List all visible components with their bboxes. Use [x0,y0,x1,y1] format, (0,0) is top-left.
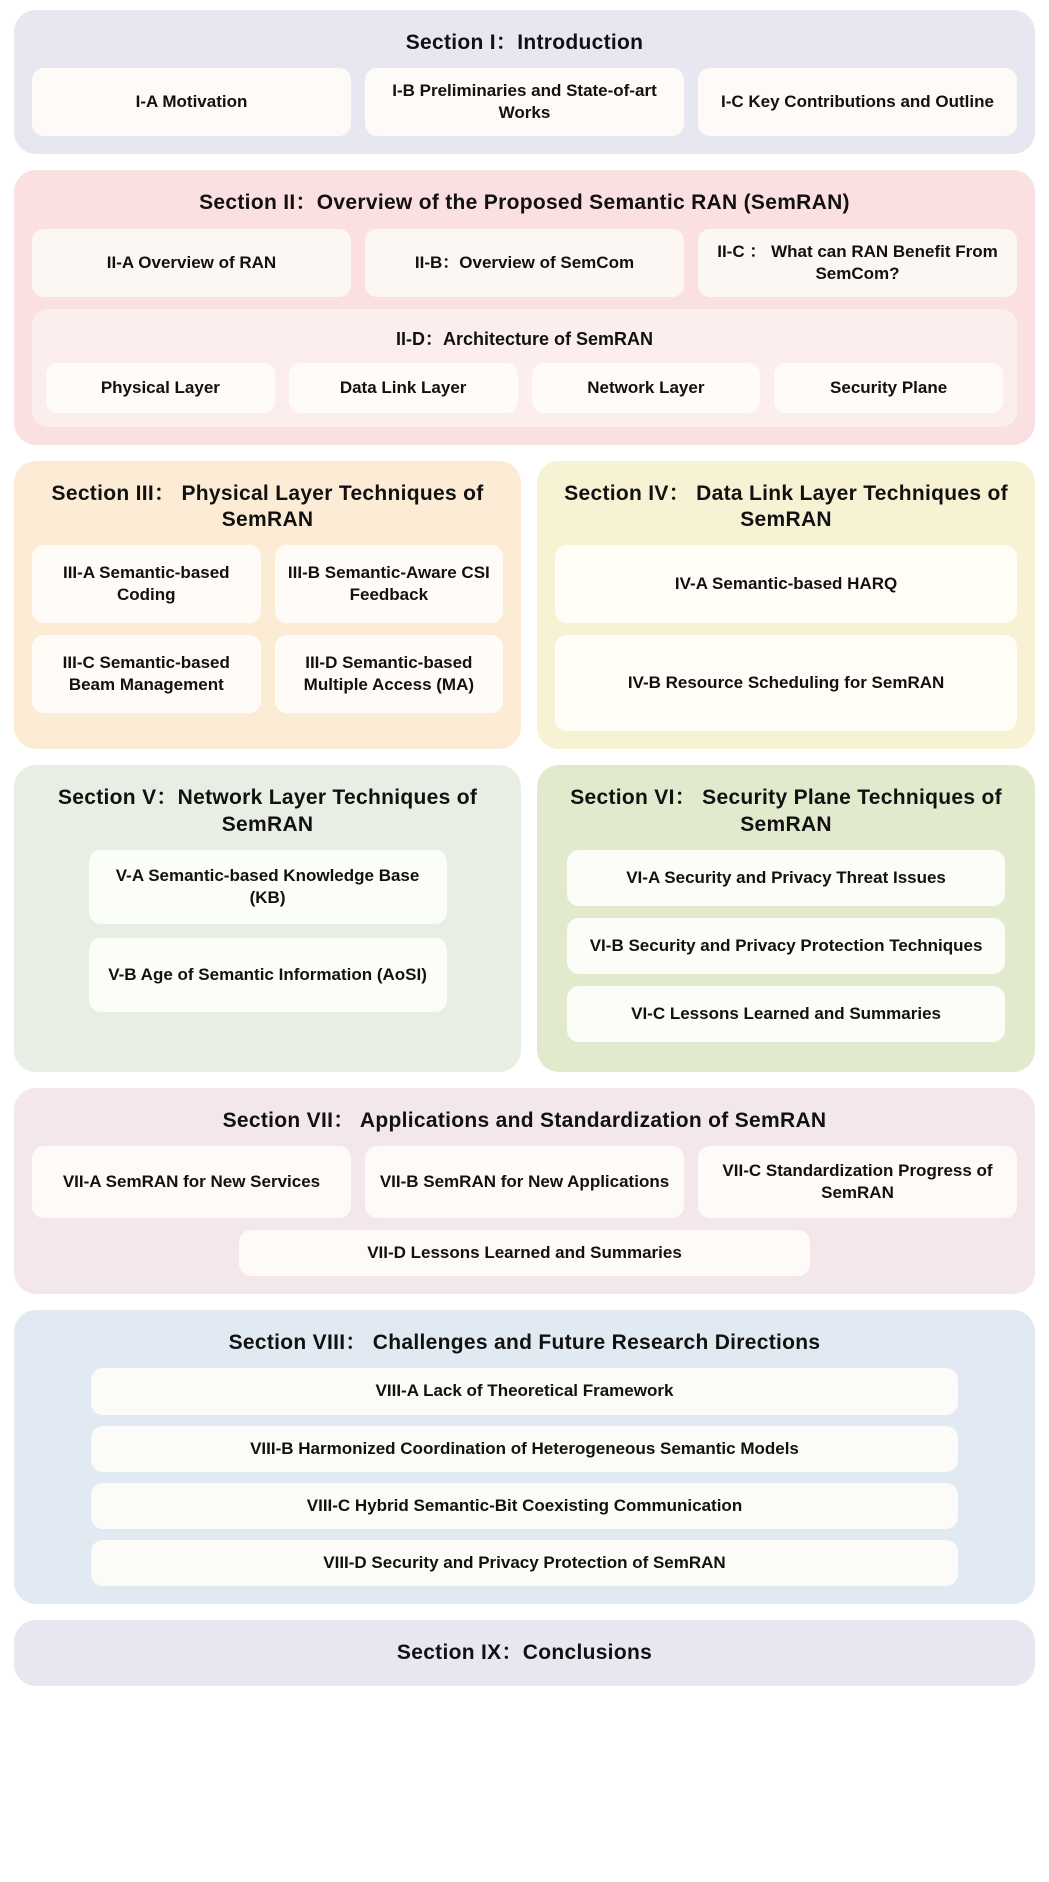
node-v-a[interactable]: V-A Semantic-based Knowledge Base (KB) [89,850,447,924]
row-section-3-4 [14,461,1035,750]
node-physical-layer[interactable]: Physical Layer [46,363,275,413]
node-i-c[interactable]: I-C Key Contributions and Outline [698,68,1017,136]
node-iii-b[interactable]: III-B Semantic-Aware CSI Feedback [275,545,504,623]
row-section-5-6 [14,765,1035,1072]
section-physical-layer-techniques [14,461,521,750]
node-iii-a[interactable]: III-A Semantic-based Coding [32,545,261,623]
section-1-items [32,68,1017,136]
node-vii-a[interactable]: VII-A SemRAN for New Services [32,1146,351,1218]
section-5-title: Section V：Network Layer Techniques of SemRAN [57,786,478,836]
node-i-a[interactable]: I-A Motivation [32,68,351,136]
section-1-title: Section I：Introduction [405,31,644,54]
section-3-row-2 [32,635,503,713]
node-viii-a[interactable]: VIII-A Lack of Theoretical Framework [91,1368,958,1414]
node-ii-d-title: II-D：Architecture of SemRAN [395,328,654,349]
node-ii-c[interactable]: II-C ： What can RAN Benefit From SemCom? [698,229,1017,297]
section-9-title: Section IX：Conclusions [396,1640,653,1664]
section-6-title: Section VI： Security Plane Techniques of SemRAN [570,786,1002,836]
section-7-items [32,1146,1017,1218]
section-3-row-1 [32,545,503,623]
section-4-title: Section IV： Data Link Layer Techniques of SemRAN [564,481,1008,532]
section-8-title: Section VIII： Challenges and Future Research Directions [228,1331,821,1355]
node-iv-b[interactable]: IV-B Resource Scheduling for SemRAN [555,635,1017,731]
section-introduction [14,10,1035,154]
section-7-title: Section VII： Applications and Standardization of SemRAN [222,1108,827,1132]
node-viii-b[interactable]: VIII-B Harmonized Coordination of Heterogeneous Semantic Models [91,1426,958,1472]
section-security-plane-techniques [537,765,1035,1072]
node-vi-c[interactable]: VI-C Lessons Learned and Summaries [567,986,1006,1042]
section-conclusions [14,1620,1035,1686]
section-3-title: Section III： Physical Layer Techniques of SemRAN [51,481,484,532]
node-vii-b[interactable]: VII-B SemRAN for New Applications [365,1146,684,1218]
node-vi-a[interactable]: VI-A Security and Privacy Threat Issues [567,850,1006,906]
section-challenges-future [14,1310,1035,1604]
section-applications-standardization [14,1088,1035,1294]
node-vi-b[interactable]: VI-B Security and Privacy Protection Techniques [567,918,1006,974]
node-iv-a[interactable]: IV-A Semantic-based HARQ [555,545,1017,623]
node-viii-d[interactable]: VIII-D Security and Privacy Protection of SemRAN [91,1540,958,1586]
node-v-b[interactable]: V-B Age of Semantic Information (AoSI) [89,938,447,1012]
section-data-link-layer-techniques [537,461,1035,750]
section-2-subpanel-architecture [32,309,1017,427]
node-vii-c[interactable]: VII-C Standardization Progress of SemRAN [698,1146,1017,1218]
section-2-title: Section II：Overview of the Proposed Semantic RAN (SemRAN) [199,191,850,215]
section-4-row-1 [555,545,1017,623]
section-network-layer-techniques [14,765,521,1072]
section-overview-semran [14,170,1035,444]
node-network-layer[interactable]: Network Layer [532,363,761,413]
section-4-row-2 [555,635,1017,731]
section-2-sub-items [46,363,1003,413]
node-viii-c[interactable]: VIII-C Hybrid Semantic-Bit Coexisting Communication [91,1483,958,1529]
node-i-b[interactable]: I-B Preliminaries and State-of-art Works [365,68,684,136]
section-2-items [32,229,1017,297]
node-security-plane[interactable]: Security Plane [774,363,1003,413]
node-data-link-layer[interactable]: Data Link Layer [289,363,518,413]
node-ii-a[interactable]: II-A Overview of RAN [32,229,351,297]
node-iii-c[interactable]: III-C Semantic-based Beam Management [32,635,261,713]
node-iii-d[interactable]: III-D Semantic-based Multiple Access (MA) [275,635,504,713]
node-vii-d[interactable]: VII-D Lessons Learned and Summaries [239,1230,810,1276]
node-ii-b[interactable]: II-B：Overview of SemCom [365,229,684,297]
